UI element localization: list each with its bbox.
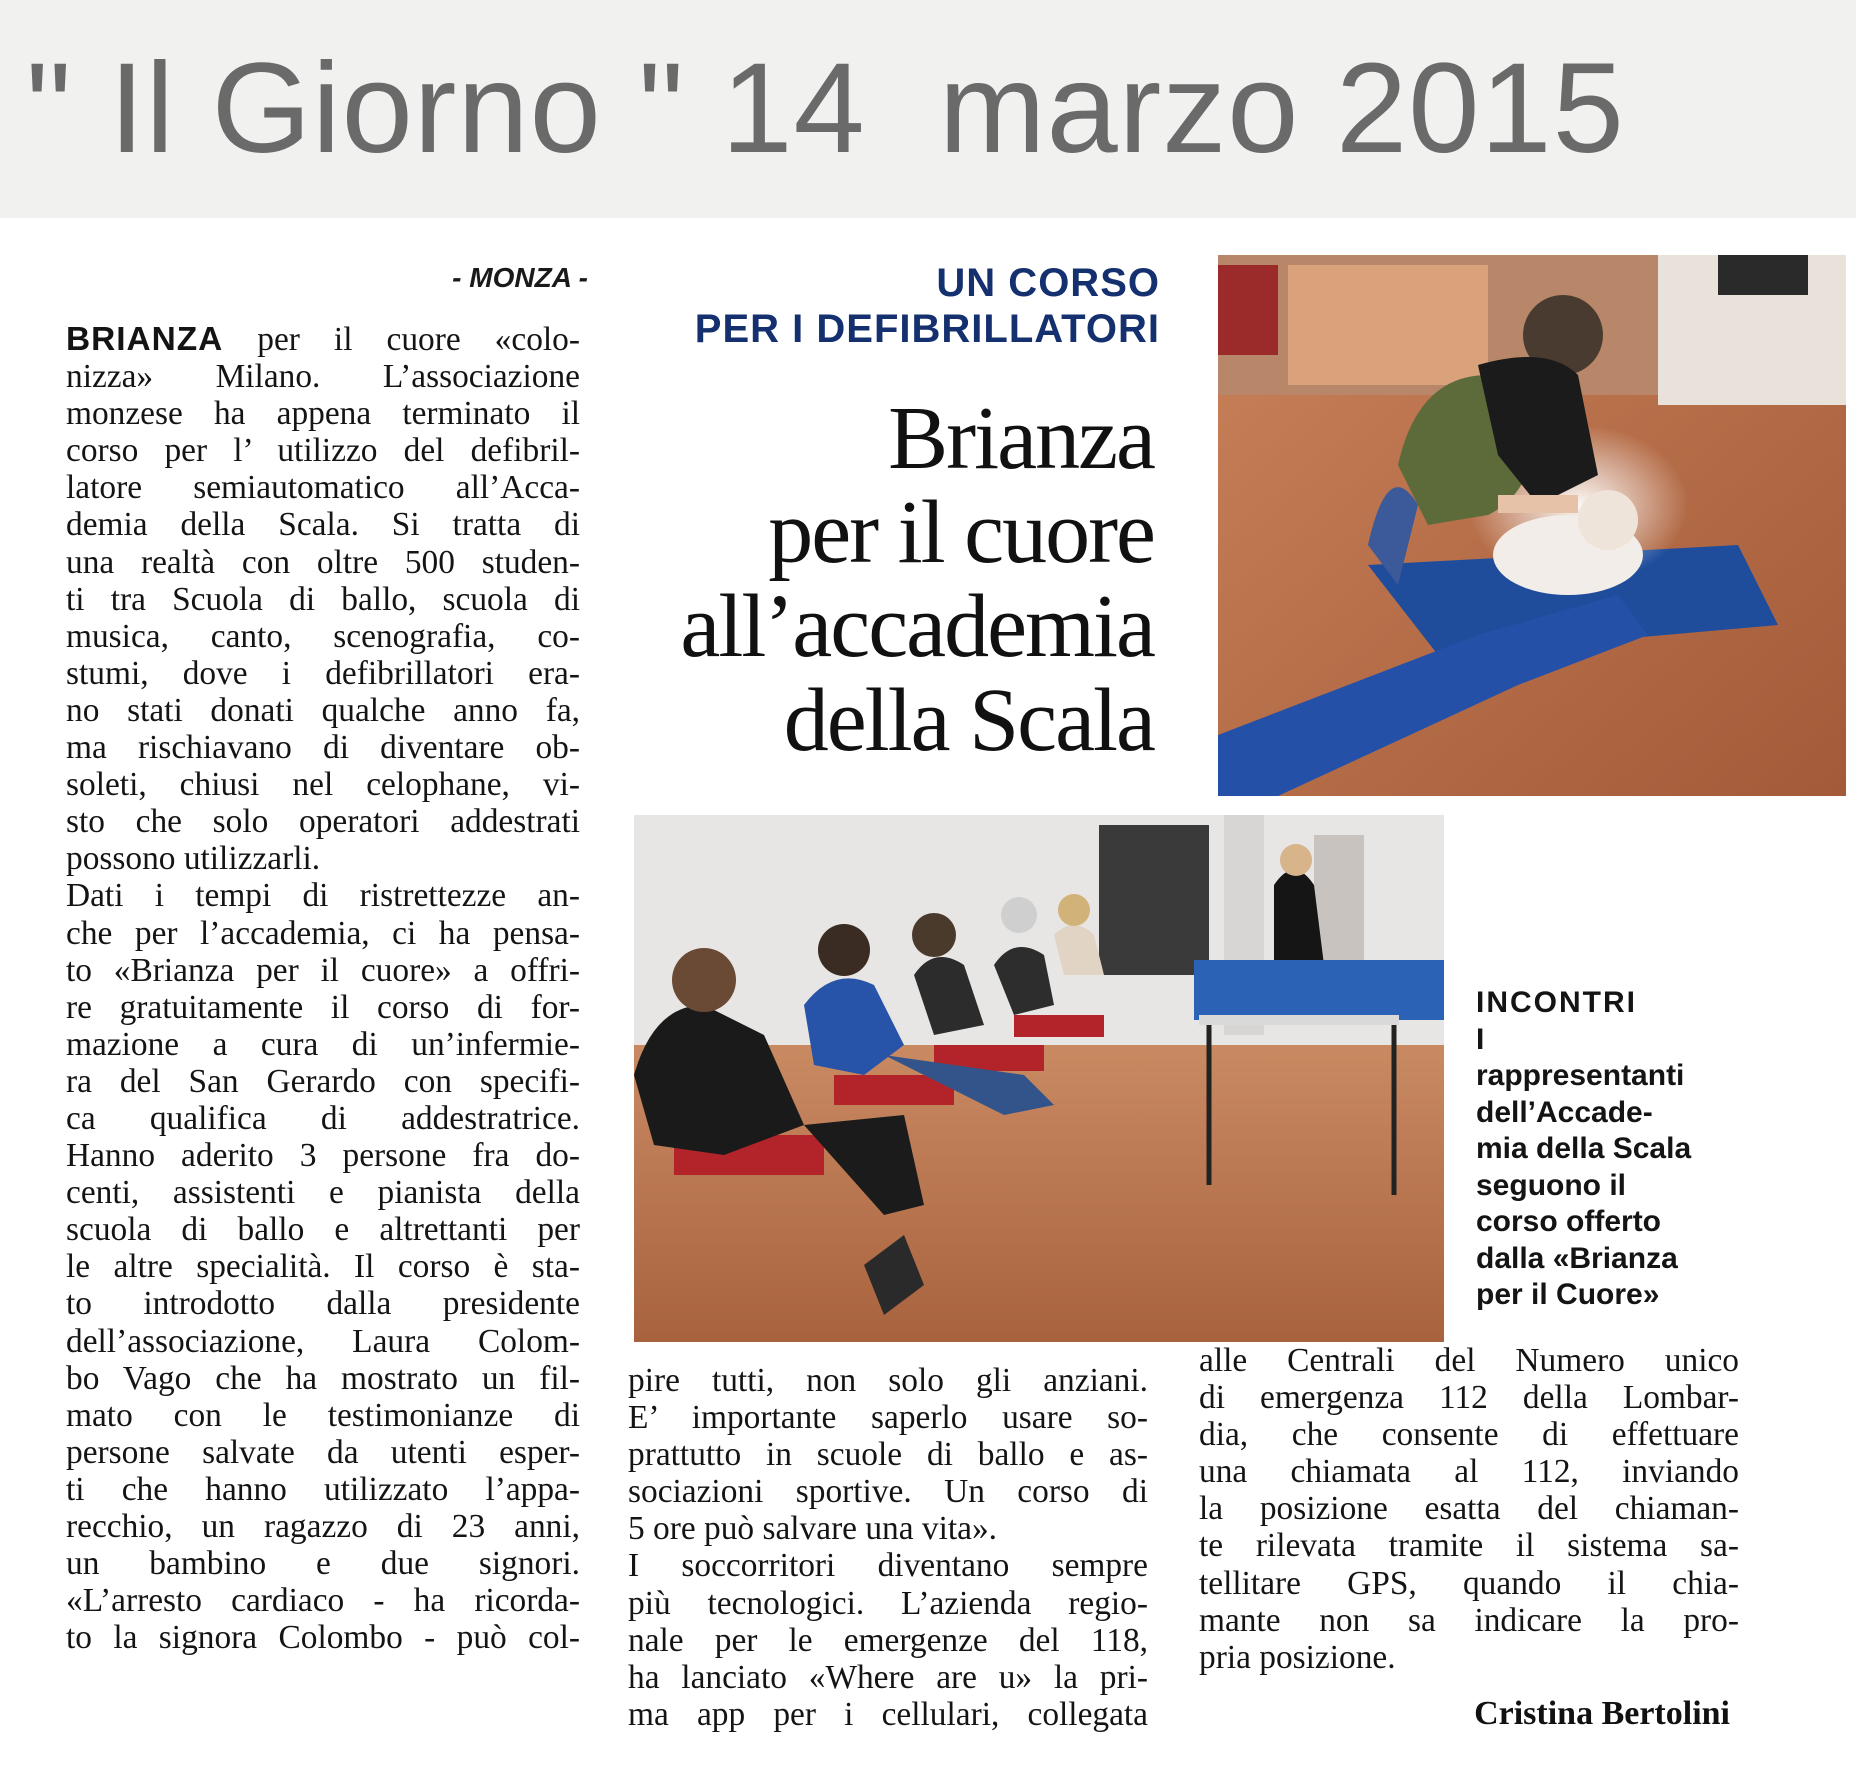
caption-line: mia della Scala xyxy=(1476,1132,1692,1165)
kicker xyxy=(620,260,1160,352)
caption-line: per il Cuore» xyxy=(1476,1278,1660,1311)
text-line: Dati i tempi di ristrettezze an- xyxy=(66,877,580,915)
headline-line: della Scala xyxy=(783,671,1154,770)
text-line: tellitare GPS, quando il chia- xyxy=(1199,1564,1739,1602)
text-line: no stati donati qualche anno fa, xyxy=(66,691,580,729)
text-line: ca qualifica di addestratrice. xyxy=(66,1099,580,1137)
photo-cpr-image xyxy=(1218,255,1846,796)
article-column-2 xyxy=(628,1362,1148,1733)
text-line: una realtà con oltre 500 studen- xyxy=(66,543,580,581)
text-line: che per l’accademia, ci ha pensa- xyxy=(66,914,580,952)
text-line: latore semiautomatico all’Acca- xyxy=(66,469,580,507)
caption-line: dalla «Brianza xyxy=(1476,1241,1678,1275)
author-byline: Cristina Bertolini xyxy=(1474,1695,1730,1732)
article-column-1 xyxy=(66,321,580,1656)
text-line: ma rischiavano di diventare ob- xyxy=(66,729,580,767)
caption-line: dell’Accade- xyxy=(1476,1095,1653,1129)
kicker-line: PER I DEFIBRILLATORI xyxy=(694,307,1160,351)
text-line: mazione a cura di un’infermie- xyxy=(66,1025,580,1063)
text-line: to «Brianza per il cuore» a offri- xyxy=(66,951,580,989)
text-line: mante non sa indicare la pro- xyxy=(1199,1601,1739,1639)
photo-course-attendees xyxy=(634,815,1444,1342)
text-line: la posizione esatta del chiaman- xyxy=(1199,1490,1739,1528)
text-line: 5 ore può salvare una vita». xyxy=(628,1510,998,1548)
text-line: soleti, chiusi nel celophane, vi- xyxy=(66,766,580,804)
text-line: bo Vago che ha mostrato un fil- xyxy=(66,1359,580,1397)
text-line: mato con le testimonianze di xyxy=(66,1396,580,1434)
text-line: prattutto in scuole di ballo e as- xyxy=(628,1436,1148,1474)
text-line: recchio, un ragazzo di 23 anni, xyxy=(66,1508,580,1545)
photo-cpr-training xyxy=(1218,255,1846,796)
text-line: te rilevata tramite il sistema sa- xyxy=(1199,1527,1739,1565)
text-line: pire tutti, non solo gli anziani. xyxy=(628,1362,1148,1399)
caption-line: rappresentanti xyxy=(1476,1059,1685,1092)
text-line: più tecnologici. L’azienda regio- xyxy=(628,1584,1148,1622)
text-line: re gratuitamente il corso di for- xyxy=(66,988,580,1026)
text-line: ra del San Gerardo con specifi- xyxy=(66,1062,580,1100)
headline-line: per il cuore xyxy=(768,483,1154,582)
text-line: sto che solo operatori addestrati xyxy=(66,803,580,841)
kicker-line: UN CORSO xyxy=(936,261,1160,305)
headline-line: Brianza xyxy=(888,389,1154,488)
text-line: to la signora Colombo - può col- xyxy=(66,1619,580,1657)
text-line: una chiamata al 112, inviando xyxy=(1199,1453,1739,1491)
lead-word: BRIANZA xyxy=(66,321,224,358)
text-line: le altre specialità. Il corso è sta- xyxy=(66,1248,580,1286)
article-column-3 xyxy=(1199,1342,1739,1676)
section-tag: - MONZA - xyxy=(452,262,588,293)
text-line: ma app per i cellulari, collegata xyxy=(628,1695,1148,1733)
text-line: pria posizione. xyxy=(1199,1638,1396,1676)
text-line: di emergenza 112 della Lombar- xyxy=(1199,1379,1739,1417)
text-line: BRIANZA per il cuore «colo- xyxy=(66,321,580,358)
text-line: to introdotto dalla presidente xyxy=(66,1285,580,1323)
text-line: stumi, dove i defibrillatori era- xyxy=(66,654,580,692)
text-line: E’ importante saperlo usare so- xyxy=(628,1399,1148,1437)
text-line: musica, canto, scenografia, co- xyxy=(66,617,580,655)
text-line: centi, assistenti e pianista della xyxy=(66,1174,580,1212)
text-line: sociazioni sportive. Un corso di xyxy=(628,1473,1148,1511)
text-line: demia della Scala. Si tratta di xyxy=(66,506,580,544)
text-line: un bambino e due signori. xyxy=(66,1545,580,1583)
headline-line: all’accademia xyxy=(680,577,1154,676)
text-line: ti che hanno utilizzato l’appa- xyxy=(66,1470,580,1508)
masthead-title: " Il Giorno " 14 marzo 2015 xyxy=(26,37,1625,180)
caption-title: INCONTRI xyxy=(1476,986,1637,1019)
text-line: nizza» Milano. L’associazione xyxy=(66,358,580,396)
text-line: possono utilizzarli. xyxy=(66,840,321,878)
text-line: scuola di ballo e altrettanti per xyxy=(66,1211,580,1249)
text-line: I soccorritori diventano sempre xyxy=(628,1547,1148,1585)
text-line: dia, che consente di effettuare xyxy=(1199,1416,1739,1454)
headline xyxy=(610,389,1154,770)
text-line: Hanno aderito 3 persone fra do- xyxy=(66,1137,580,1175)
text-line: corso per l’ utilizzo del defibril- xyxy=(66,432,580,470)
text-line: ti tra Scuola di ballo, scuola di xyxy=(66,580,580,618)
text-line: alle Centrali del Numero unico xyxy=(1199,1342,1739,1379)
text-line: nale per le emergenze del 118, xyxy=(628,1621,1148,1659)
text-line: dell’associazione, Laura Colom- xyxy=(66,1322,580,1360)
masthead-banner xyxy=(0,0,1856,218)
photo-caption xyxy=(1476,985,1748,1314)
text-line: persone salvate da utenti esper- xyxy=(66,1433,580,1471)
text-line: «L’arresto cardiaco - ha ricorda- xyxy=(66,1582,580,1620)
text-line: monzese ha appena terminato il xyxy=(66,395,580,433)
caption-line: I xyxy=(1476,1022,1485,1056)
photo-attendees-image xyxy=(634,815,1444,1342)
caption-line: seguono il xyxy=(1476,1168,1626,1202)
caption-line: corso offerto xyxy=(1476,1205,1662,1238)
text-line: ha lanciato «Where are u» la pri- xyxy=(628,1658,1148,1696)
